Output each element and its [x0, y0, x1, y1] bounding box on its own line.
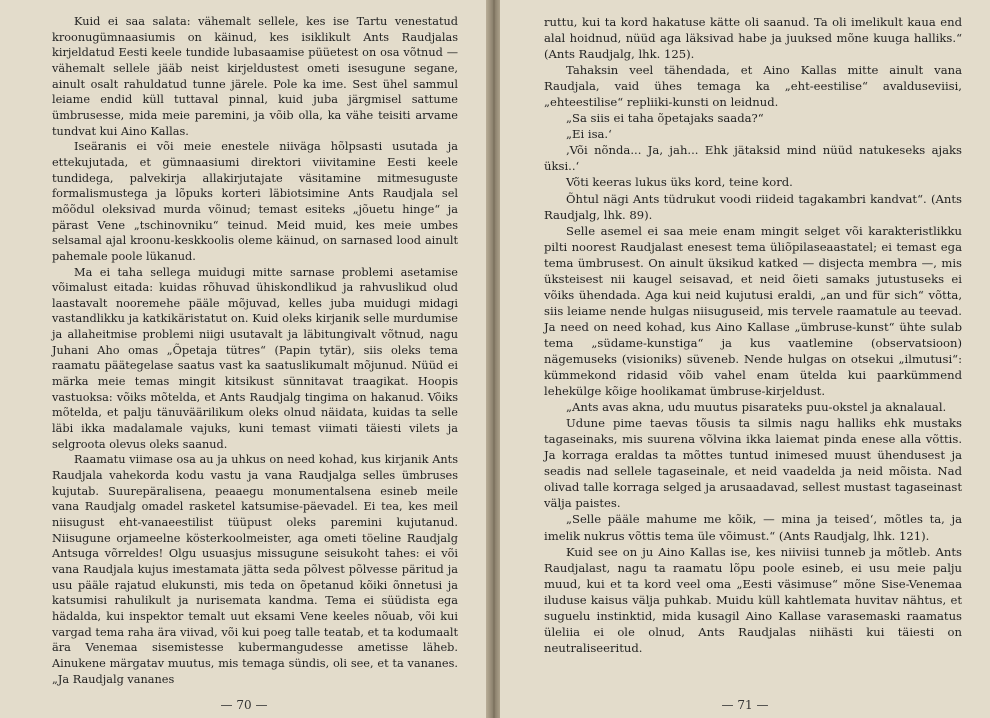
paragraph: Võti keeras lukus üks kord, teine kord.	[566, 175, 793, 190]
paragraph: ruttu, kui ta kord hakatuse kätte oli saanud. Ta oli imelikult kaua end alal hoidnud, nüüd aga läksivad habe ja juuksed mõne kuuga halliks.“ (Ants Raudjalg, lhk. 125).	[544, 15, 962, 62]
paragraph: Kuid ei saa salata: vähemalt sellele, kes ise Tartu venestatud kroonugümnaasiumis on käinud, kes isiklikult Ants Raudjalas kirjeldatud Eesti keele tundide lubasaamise püüetest on osa võtnud — vähemalt sellele jääb neist kirjeldustest ometi isesugune segane, ainult osalt rahuldatud tunne järele. Pole ka ime. Sest ühel sammul leiame endid küll tuttaval pinnal, kuid juba järgmisel sattume ümbrusesse, mida meie paremini, ja võib olla, ka vähe teisiti arvame tundvat kui Aino Kallas.	[52, 15, 458, 138]
page-number: — 71 —	[721, 698, 769, 712]
right-page	[500, 0, 990, 718]
paragraph: „Ants avas akna, udu muutus pisarateks puu-okstel ja aknalaual.	[566, 400, 947, 415]
paragraph: Raamatu viimase osa au ja uhkus on need kohad, kus kirjanik Ants Raudjala vahekorda kodu vastu ja vana Raudjalga selles ümbruses kujutab. Suurepäralisena, peaaegu monumentalsena esineb meile vana Raudjalg omadel rasketel katsumise-päevadel. Ei tea, kes meil niisugust eht-vanaeestilist tüüpust oleks paremini kujutanud. Niisugune orjameelne kösterkoolmeister, aga ometi töeline Raudjalg Antsuga võrreldes! Olgu usuasjus missugune seisukoht tahes: ei või vana Raudjala kujus imestamata jätta seda põlvest põlvesse päritud ja usu pääle rajatud elukunsti, mis teda on õpetanud kõiki õnnetusi ja katsumisi rahulikult ja nurisemata kandma. Tema ei süüdista ega hädalda, kui inspektor temalt uut eksami Vene keeles nõuab, või kui vargad tema raha ära viivad, või kui poeg talle teatab, et ta kodumaalt ära Venemaa sisemistesse kubermangudesse ametisse läheb. Ainukene märgatav muutus, mis temaga sündis, oli see, et ta vananes. „Ja Raudjalg vananes	[52, 453, 458, 686]
paragraph: Iseäranis ei või meie enestele niiväga hõlpsasti usutada ja ettekujutada, et gümnaasiumi direktori viivitamine Eesti keele tundidega, palvekirja allakirjutajate väsitamine mitmesuguste formalismustega ja lõpuks korteri läbiotsimine Ants Raudjala sel mõõdul oleksivad murda võinud; temast esiteks „jõuetu hinge“ ja pärast Vene „tschinovniku“ teinud. Meid muid, kes meie umbes selsamal ajal kroonu-keskkoolis oleme käinud, on sarnased lood ainult pahemale poole lükanud.	[52, 140, 458, 263]
dialogue-line: „Ei isa.‘	[566, 127, 612, 142]
left-page	[0, 0, 488, 718]
paragraph: Tahaksin veel tähendada, et Aino Kallas mitte ainult vana Raudjala, vaid ühes temaga ka „eht-eestilise“ avalduseviisi, „ehteestilise“ repliiki-kunsti on leidnud.	[544, 63, 962, 110]
paragraph: Ma ei taha sellega muidugi mitte sarnase problemi asetamise võimalust eitada: kuidas rõhuvad ühiskondlikud ja rahvuslikud olud laastavalt nooremehe pääle mõjuvad, kelles juba muidugi midagi vastandlikku ja katkikäristatut on. Kuid oleks kirjanik selle murdumise ja allaheitmise problemi niigi usutavalt ja läbitungivalt võtnud, nagu Juhani Aho omas „Õpetaja tütres“ (Papin tytär), siis oleks tema raamatu päätegelase saatus vast ka saatuslikumalt mõjunud. Nüüd ei märka meie temas mingit kitsikust sünnitavat traagikat. Hoopis vastuoksa: võiks mõtelda, et Ants Raudjalg tingima on hakanud. Võiks mõtelda, et palju tänuväärilikum oleks olnud näidata, kuidas ta selle läbi ikka madalamale vajuks, kuni temast viimati täiesti vilets ja selgroota olevus oleks saanud.	[52, 265, 458, 451]
paragraph: Õhtul nägi Ants tüdrukut voodi riideid tagakambri kandvat“. (Ants Raudjalg, lhk. 89).	[544, 191, 962, 222]
dialogue-line: ‚Või nõnda... Ja, jah... Ehk jätaksid mind nüüd natukeseks ajaks üksi..‘	[544, 143, 962, 174]
paragraph: Selle asemel ei saa meie enam mingit selget või karakteristlikku pilti noorest Raudjalast enesest tema üliõpilaseaastatel; ei temast ega tema ümbrusest. On ainult üksikud katked — disjecta membra —, mis üksteisest nii kaugel seisavad, et neid õieti samaks jutustuseks ei võiks ühendada. Aga kui neid kujutusi eraldi, „an und für sich“ võtta, siis leiame nende hulgas niisuguseid, mis tervele raamatule au teevad. Ja need on need kohad, kus Aino Kallase „ümbruse-kunst“ ühte sulab tema „südame-kunstiga“ ja kus vaatlemine (observatsioon) nägemuseks (visioniks) süveneb. Nende hulgas on otsekui „ilmutusi“: kümmekond ridasid võib vahel enam ütelda kui paarkümmend lehekülge kõige hoolikamat ümbruse-kirjeldust.	[544, 223, 962, 399]
paragraph: „Selle pääle mahume me kõik, — mina ja teised‘, mõtles ta, ja imelik nukrus võttis tema üle võimust.“ (Ants Raudjalg, lhk. 121).	[544, 512, 962, 543]
paragraph: Kuid see on ju Aino Kallas ise, kes niiviisi tunneb ja mõtleb. Ants Raudjalast, nagu ta raamatu lõpu poole esineb, ei usu meie palju muud, kui et ta kord veel oma „Eesti väsimuse“ mõne Sise-Venemaa iluduse kaisus välja puhkab. Muidu küll kahtlemata huvitav nähtus, et suguelu instinktid, mida kusagil Aino Kallase varasemaski raamatus üleliia ei ole olnud, Ants Raudjalas niihästi kui täiesti on neutraliseeritud.	[544, 544, 962, 655]
paragraph: Udune pime taevas tõusis ta silmis nagu halliks ehk mustaks tagaseinaks, mis suurena võlvina ikka laiemat pinda enese alla võttis. Ja korraga eraldas ta mõttes tuntud inimesed muust ühendusest ja seadis nad sellele tagaseinale, et neid vaadelda ja neid mõista. Nad olivad talle korraga selged ja arusaadavad, sellest mustast tagaseinast välja paistes.	[544, 416, 962, 511]
page-number: — 70 —	[220, 698, 268, 712]
dialogue-line: „Sa siis ei taha õpetajaks saada?“	[566, 111, 764, 126]
